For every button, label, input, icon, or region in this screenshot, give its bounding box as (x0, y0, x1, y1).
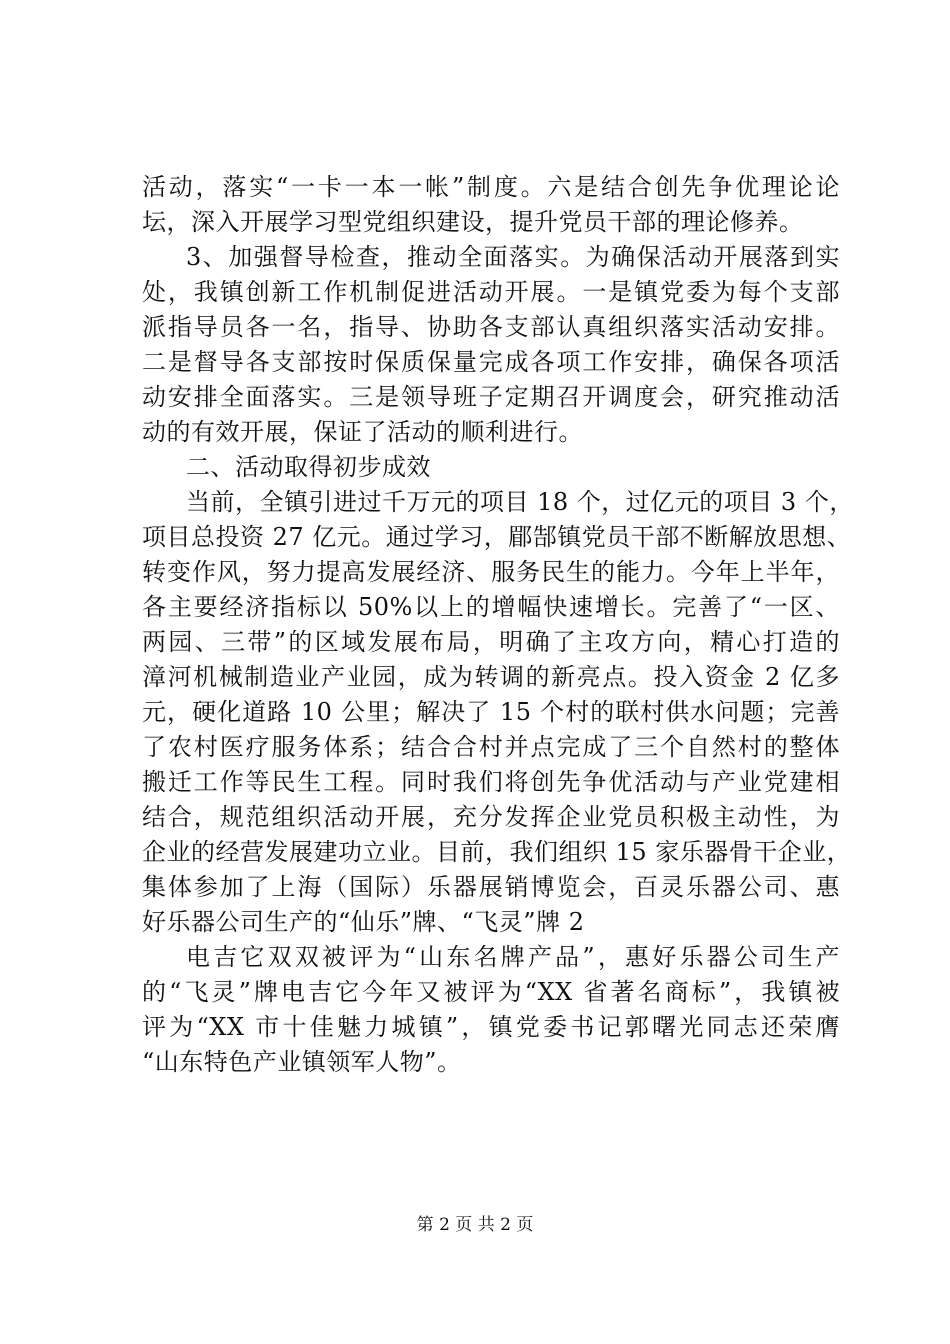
text-line: 好乐器公司生产的“仙乐”牌、“飞灵”牌 2 (142, 908, 585, 936)
section-heading: 二、活动取得初步成效 (186, 453, 431, 481)
document-body (142, 170, 854, 1080)
text-line: 搬迁工作等民生工程。同时我们将创先争优活动与产业党建相 (142, 768, 840, 796)
text-line: 处，我镇创新工作机制促进活动开展。一是镇党委为每个支部 (142, 278, 840, 306)
text-line: 3、加强督导检查，推动全面落实。为确保活动开展落到实 (186, 243, 840, 271)
text-line: 了农村医疗服务体系；结合合村并点完成了三个自然村的整体 (142, 733, 840, 761)
text-line: 各主要经济指标以 50%以上的增幅快速增长。完善了“一区、 (142, 593, 840, 621)
text-line: 企业的经营发展建功立业。目前，我们组织 15 家乐器骨干企业， (142, 838, 852, 866)
text-line: 电吉它双双被评为“山东名牌产品”，惠好乐器公司生产 (186, 943, 840, 971)
text-line: 动的有效开展，保证了活动的顺利进行。 (142, 418, 583, 446)
text-line: 项目总投资 27 亿元。通过学习，郿郜镇党员干部不断解放思想、 (142, 523, 852, 551)
text-line: 派指导员各一名，指导、协助各支部认真组织落实活动安排。 (142, 313, 840, 341)
text-line: 的“飞灵”牌电吉它今年又被评为“XX 省著名商标”，我镇被 (142, 978, 840, 1006)
text-line: 转变作风，努力提高发展经济、服务民生的能力。今年上半年， (142, 558, 840, 586)
text-line: 集体参加了上海（国际）乐器展销博览会，百灵乐器公司、惠 (142, 873, 840, 901)
text-line: 动安排全面落实。三是领导班子定期召开调度会，研究推动活 (142, 383, 840, 411)
text-line: 坛，深入开展学习型党组织建设，提升党员干部的理论修养。 (142, 208, 804, 236)
text-line: 结合，规范组织活动开展，充分发挥企业党员积极主动性，为 (142, 803, 840, 831)
text-line: 漳河机械制造业产业园，成为转调的新亮点。投入资金 2 亿多 (142, 663, 840, 691)
text-line: 两园、三带”的区域发展布局，明确了主攻方向，精心打造的 (142, 628, 840, 656)
text-line: “山东特色产业镇领军人物”。 (142, 1048, 462, 1076)
text-line: 活动，落实“一卡一本一帐”制度。六是结合创先争优理论论 (142, 173, 840, 201)
page-footer (0, 1213, 950, 1237)
text-line: 评为“XX 市十佳魅力城镇”，镇党委书记郭曙光同志还荣膺 (142, 1013, 840, 1041)
text-line: 当前，全镇引进过千万元的项目 18 个，过亿元的项目 3 个， (186, 488, 854, 516)
text-line: 二是督导各支部按时保质保量完成各项工作安排，确保各项活 (142, 348, 840, 376)
text-line: 元，硬化道路 10 公里；解决了 15 个村的联村供水问题；完善 (142, 698, 840, 726)
page-number: 第 2 页 共 2 页 (416, 1215, 534, 1235)
